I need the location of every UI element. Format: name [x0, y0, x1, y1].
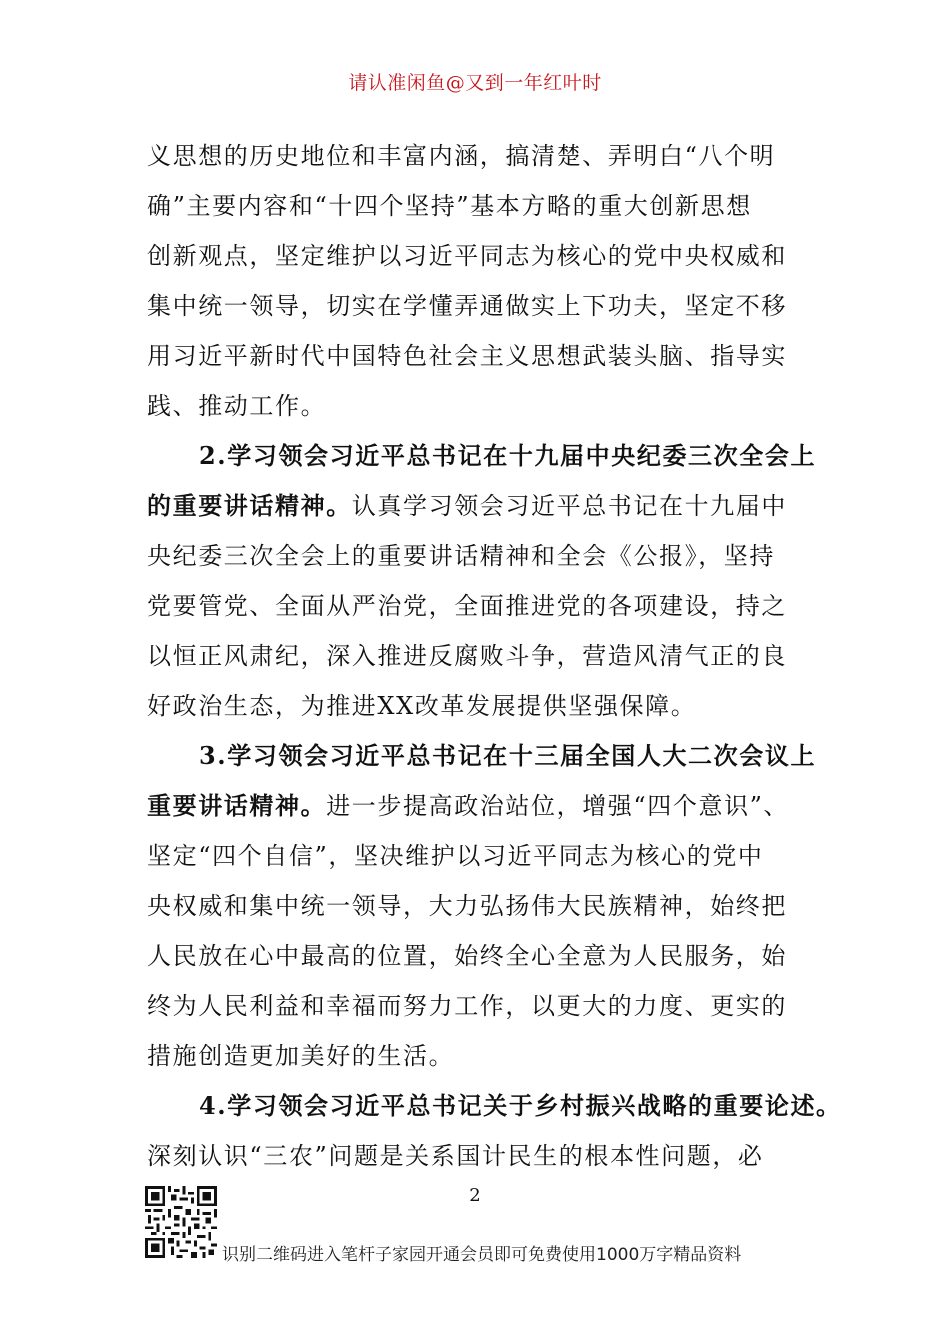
text-line [147, 481, 807, 531]
text-line: 好政治生态，为推进XX改革发展提供坚强保障。 [147, 692, 697, 720]
text-line: 以恒正风肃纪，深入推进反腐败斗争，营造风清气正的良 [147, 642, 787, 670]
text-line: 措施创造更加美好的生活。 [147, 1042, 455, 1070]
text-line: 集中统一领导，切实在学懂弄通做实上下功夫，坚定不移 [147, 292, 787, 320]
watermark-header: 请认准闲鱼@又到一年红叶时 [348, 72, 602, 94]
text-line [147, 781, 807, 831]
text-line: 终为人民利益和幸福而努力工作，以更大的力度、更实的 [147, 992, 787, 1020]
text-line: 人民放在心中最高的位置，始终全心全意为人民服务，始 [147, 942, 787, 970]
section-heading-cont: 的重要讲话精神。 [147, 491, 352, 520]
qr-code-icon [145, 1186, 217, 1258]
document-body [147, 131, 842, 1181]
text-span: 认真学习领会习近平总书记在十九届中 [351, 492, 788, 520]
text-line: 义思想的历史地位和丰富内涵，搞清楚、弄明白“八个明 [147, 142, 776, 170]
text-span: 进一步提高政治站位，增强“四个意识”、 [326, 792, 790, 820]
text-line: 践、推动工作。 [147, 392, 327, 420]
text-line: 央纪委三次全会上的重要讲话精神和全会《公报》，坚持 [147, 542, 775, 570]
page-number: 2 [469, 1185, 481, 1206]
section-heading: 4.学习领会习近平总书记关于乡村振兴战略的重要论述。 [199, 1091, 842, 1120]
footer-promo-text: 识别二维码进入笔杆子家园开通会员即可免费使用1000万字精品资料 [222, 1245, 742, 1265]
section-heading: 2.学习领会习近平总书记在十九届中央纪委三次全会上 [199, 441, 817, 470]
text-line: 深刻认识“三农”问题是关系国计民生的根本性问题，必 [147, 1142, 764, 1170]
text-line: 确”主要内容和“十四个坚持”基本方略的重大创新思想 [147, 192, 752, 220]
text-line: 央权威和集中统一领导，大力弘扬伟大民族精神，始终把 [147, 892, 787, 920]
text-line: 创新观点，坚定维护以习近平同志为核心的党中央权威和 [147, 242, 787, 270]
section-heading-cont: 重要讲话精神。 [147, 791, 327, 820]
text-line: 用习近平新时代中国特色社会主义思想武装头脑、指导实 [147, 342, 787, 370]
section-heading: 3.学习领会习近平总书记在十三届全国人大二次会议上 [199, 741, 817, 770]
text-line: 党要管党、全面从严治党，全面推进党的各项建设，持之 [147, 592, 787, 620]
text-line: 坚定“四个自信”，坚决维护以习近平同志为核心的党中 [147, 842, 764, 870]
